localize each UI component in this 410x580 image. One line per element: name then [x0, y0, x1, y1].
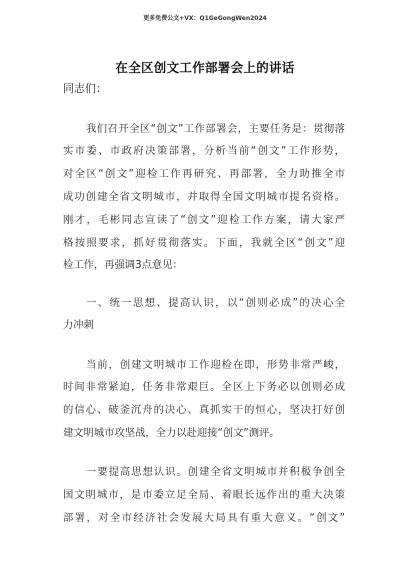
paragraph-1-line: 刚才，毛彬同志宣读了“创文”迎检工作方案，请大家严 — [63, 214, 345, 226]
paragraph-1-line: 我们召开全区“创文”工作部署会，主要任务是：贯彻落 — [86, 123, 345, 135]
paragraph-2-line: 的信心、破釜沉舟的决心、真抓实干的恒心，坚决打好创 — [63, 404, 345, 416]
paragraph-1-line: 实市委、市政府决策部署，分析当前“创文”工作形势， — [63, 145, 345, 157]
section-heading-line: 一、统一思想、提高认识，以“创则必成”的决心全 — [86, 297, 345, 309]
paragraph-3-line: 国文明城市，是市委立足全局、着眼长远作出的重大决策 — [63, 489, 345, 501]
paragraph-1-line: 检工作，再强调3点意见： — [63, 259, 183, 271]
paragraph-2-line: 当前，创建文明城市工作迎检在即，形势非常严峻， — [86, 359, 345, 371]
paragraph-1-line: 对全区“创文”迎检工作再研究、再部署，全力助推全市 — [63, 168, 345, 180]
paragraph-3-line: 一要提高思想认识。创建全省文明城市并积极争创全 — [86, 466, 345, 478]
section-heading-line: 力冲刺 — [63, 319, 94, 331]
paragraph-1-line: 成功创建全省文明城市，并取得全国文明城市提名资格。 — [63, 191, 345, 203]
document-title: 在全区创文工作部署会上的讲话 — [115, 60, 295, 75]
paragraph-2-line: 时间非常紧迫，任务非常艰巨。全区上下务必以创则必成 — [63, 381, 345, 393]
salutation: 同志们： — [63, 82, 107, 95]
header-note: 更多免费公文+VX：Q1GeGongWen2024 — [143, 15, 267, 22]
paragraph-1-line: 格按照要求，抓好贯彻落实。下面，我就全区“创文”迎 — [63, 237, 345, 249]
paragraph-3-line: 部署，对全市经济社会发展大局具有重大意义。“创文” — [63, 512, 345, 524]
paragraph-2-line: 建文明城市攻坚战，全力以赴迎接“创文”测评。 — [63, 427, 280, 439]
